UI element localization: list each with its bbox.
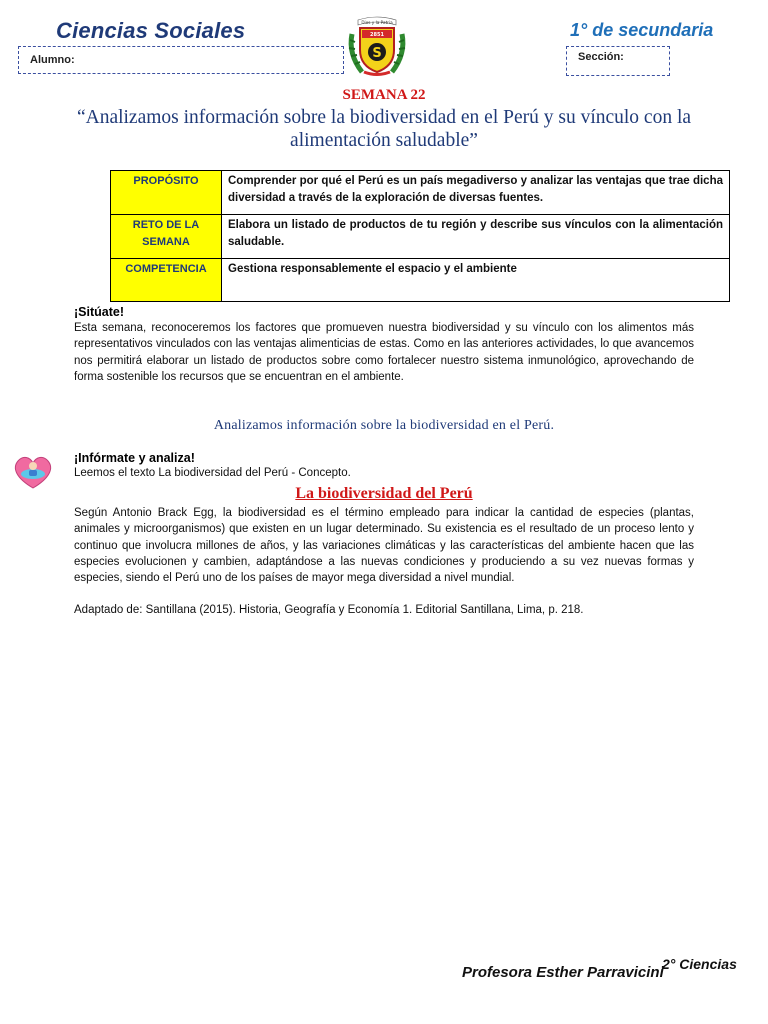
informate-text: Leemos el texto La biodiversidad del Perú - Concepto. <box>74 467 351 479</box>
article-title: La biodiversidad del Perú <box>295 485 473 502</box>
week-label: SEMANA 22 <box>342 87 426 103</box>
emblem-letter: S <box>372 46 382 61</box>
challenge-label: RETO DE LA SEMANA <box>111 215 222 259</box>
purpose-label: PROPÓSITO <box>111 171 222 215</box>
competence-text: Gestiona responsablemente el espacio y el ambiente <box>222 259 730 302</box>
competence-label: COMPETENCIA <box>111 259 222 302</box>
table-row <box>111 171 730 215</box>
emblem-motto: Dios y la Patria <box>361 20 393 25</box>
footer-grade: 2° Ciencias <box>662 956 737 972</box>
info-table <box>110 170 730 302</box>
emblem-year: 2851 <box>370 32 384 38</box>
article-text: Según Antonio Brack Egg, la biodiversidad es el término empleado para indicar la cantidad de especies (plantas, animales y microorganismos) que existen en un lugar determinado. Su existencia es el resultado de un proceso lento y continuo que involucra millones de años, y las variaciones climáticas y las características del ambiente hacen que las especies evolucionen y cambien, adaptándose a las nuevas condiciones y produciendo a su vez nuevas formas y especies, siendo el Perú uno de los países de mayor mega diversidad a nivel mundial. <box>74 507 694 585</box>
footer-teacher: Profesora Esther Parravicini <box>462 964 664 981</box>
informate-heading: ¡Infórmate y analiza! <box>74 451 195 465</box>
course-title: Ciencias Sociales <box>56 18 246 43</box>
grade-title: 1° de secundaria <box>570 20 714 40</box>
table-row <box>111 259 730 302</box>
main-title: “Analizamos información sobre la biodiversidad en el Perú y su vínculo con la alimentación saludable” <box>76 107 692 151</box>
article-source: Adaptado de: Santillana (2015). Historia, Geografía y Economía 1. Editorial Santillana, Lima, p. 218. <box>74 604 584 616</box>
school-crest-icon <box>344 14 410 80</box>
situate-text: Esta semana, reconoceremos los factores que promueven nuestra biodiversidad y su vínculo con los alimentos más representativos vinculados con las ventajas alimenticias de estas. Como en las anteriores actividades, lo que avancemos nos permitirá elaborar un listado de productos sobre como fortalecer nuestro sistema inmunológico, aprovechando de forma sostenible los recursos que se encuentran en el ambiente. <box>74 322 694 383</box>
challenge-text: Elabora un listado de productos de tu región y describe sus vínculos con la alimentación saludable. <box>222 215 730 259</box>
table-row <box>111 215 730 259</box>
section-label: Sección: <box>578 51 624 63</box>
purpose-text: Comprender por qué el Perú es un país megadiverso y analizar las ventajas que trae dicha diversidad a través de la exploración de diversas fuentes. <box>222 171 730 215</box>
student-label: Alumno: <box>30 54 75 66</box>
situate-heading: ¡Sitúate! <box>74 305 124 319</box>
section-subheading: Analizamos información sobre la biodiversidad en el Perú. <box>213 418 555 433</box>
